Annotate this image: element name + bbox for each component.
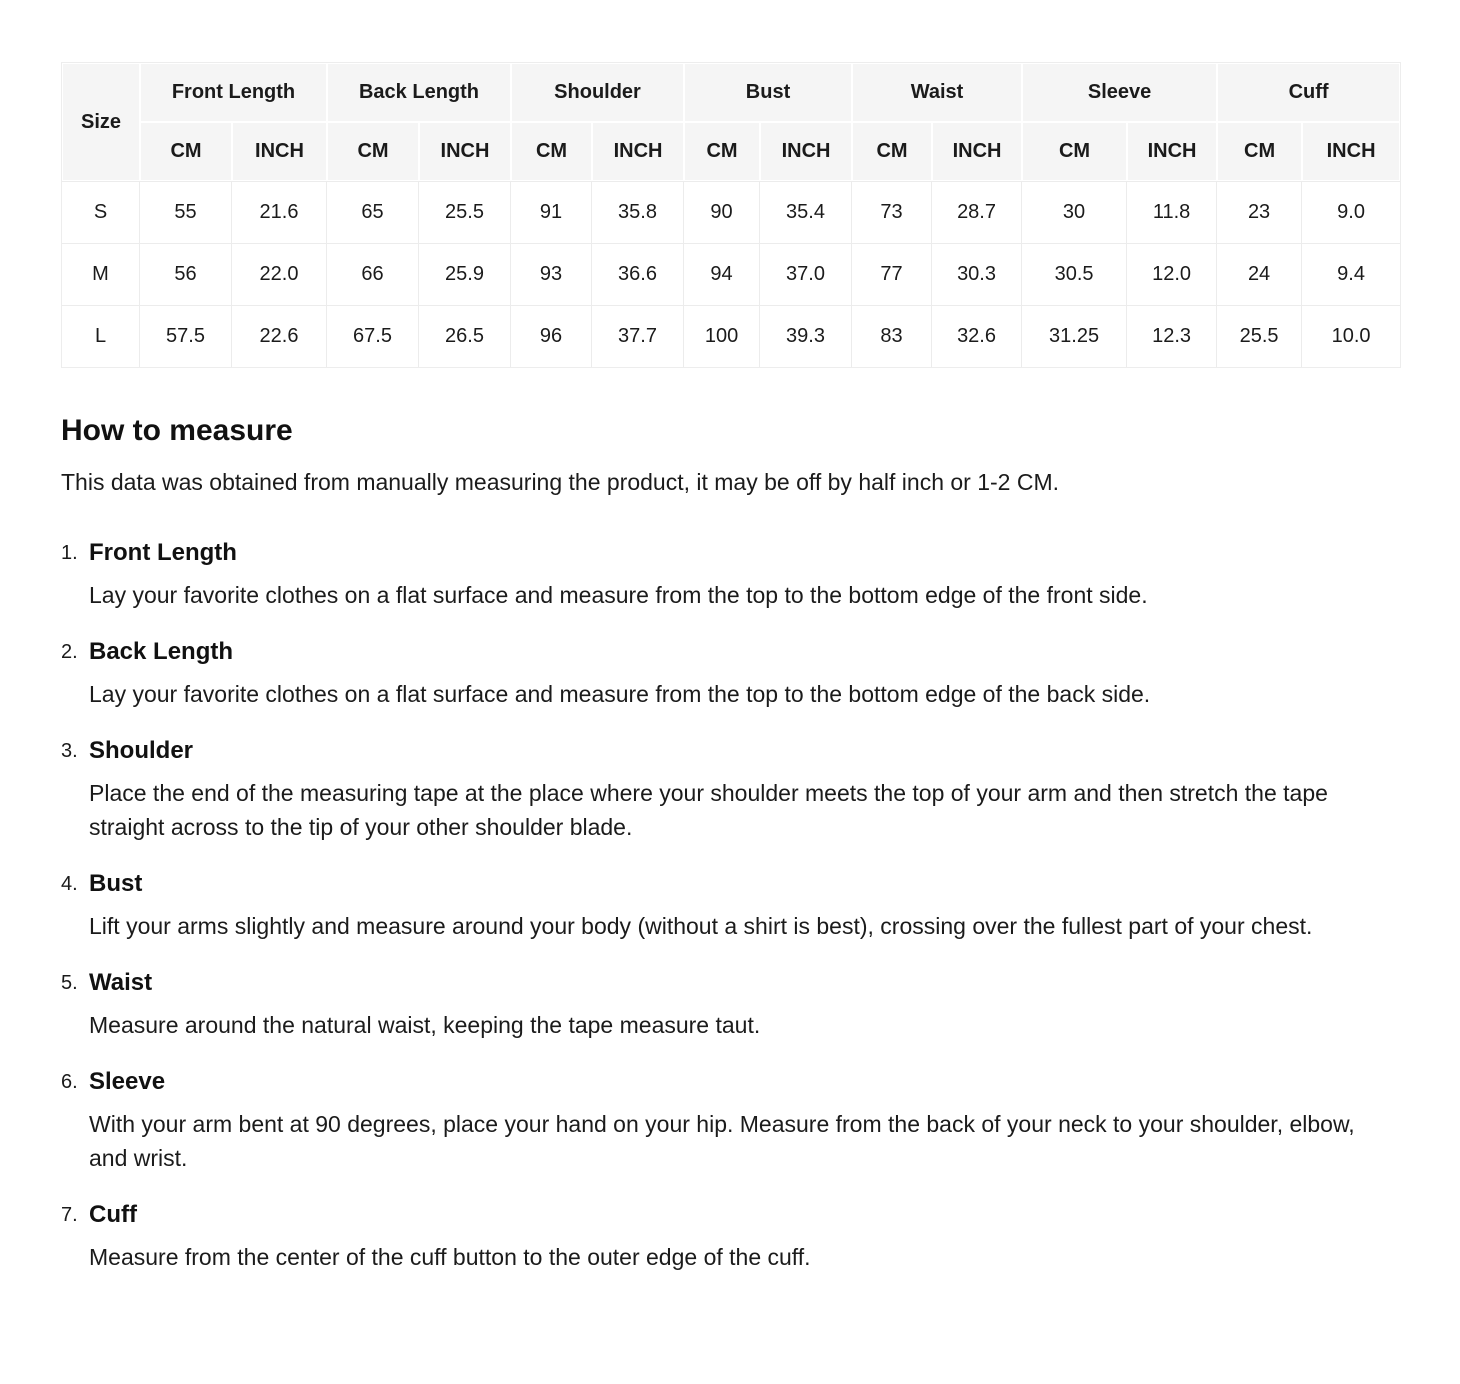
column-header-size: Size	[62, 63, 140, 181]
unit-header-cm: CM	[1217, 122, 1302, 181]
column-header-waist: Waist	[852, 63, 1022, 122]
step-description: Lay your favorite clothes on a flat surface and measure from the top to the bottom edge of the front side.	[89, 582, 1148, 608]
value-cell: 25.5	[419, 181, 511, 243]
step-description: With your arm bent at 90 degrees, place your hand on your hip. Measure from the back of your neck to your shoulder, elbow, and wrist.	[89, 1111, 1355, 1171]
step-number: 7.	[61, 1204, 78, 1226]
step-name: Cuff	[89, 1201, 137, 1228]
value-cell: 9.0	[1302, 181, 1400, 243]
table-row-size-l	[62, 305, 1400, 367]
value-cell: 11.8	[1127, 181, 1217, 243]
value-cell: 37.0	[760, 243, 852, 305]
step-description: Lay your favorite clothes on a flat surface and measure from the top to the bottom edge of the back side.	[89, 681, 1151, 707]
size-guide-page	[61, 0, 1399, 1340]
measure-step-front-length	[61, 539, 1399, 612]
value-cell: 91	[511, 181, 592, 243]
unit-header-cm: CM	[684, 122, 760, 181]
step-number: 5.	[61, 972, 78, 994]
size-label-cell: M	[62, 243, 140, 305]
unit-header-inch: INCH	[419, 122, 511, 181]
column-header-front-length: Front Length	[140, 63, 327, 122]
value-cell: 22.6	[232, 305, 327, 367]
unit-header-cm: CM	[140, 122, 232, 181]
value-cell: 73	[852, 181, 932, 243]
unit-header-inch: INCH	[932, 122, 1022, 181]
column-header-sleeve: Sleeve	[1022, 63, 1217, 122]
unit-header-inch: INCH	[232, 122, 327, 181]
measure-step-back-length	[61, 638, 1399, 711]
unit-header-row	[62, 122, 1400, 181]
measure-step-bust	[61, 870, 1399, 943]
group-header-row	[62, 63, 1400, 122]
measure-step-waist	[61, 969, 1399, 1042]
size-chart-table	[61, 62, 1401, 368]
value-cell: 12.0	[1127, 243, 1217, 305]
step-name: Back Length	[89, 638, 234, 665]
unit-header-cm: CM	[511, 122, 592, 181]
value-cell: 32.6	[932, 305, 1022, 367]
value-cell: 96	[511, 305, 592, 367]
value-cell: 93	[511, 243, 592, 305]
table-row-size-s	[62, 181, 1400, 243]
value-cell: 30.3	[932, 243, 1022, 305]
size-label-cell: S	[62, 181, 140, 243]
step-name: Bust	[89, 870, 143, 897]
value-cell: 26.5	[419, 305, 511, 367]
value-cell: 100	[684, 305, 760, 367]
value-cell: 10.0	[1302, 305, 1400, 367]
unit-header-inch: INCH	[1302, 122, 1400, 181]
value-cell: 24	[1217, 243, 1302, 305]
value-cell: 83	[852, 305, 932, 367]
value-cell: 37.7	[592, 305, 684, 367]
value-cell: 12.3	[1127, 305, 1217, 367]
step-description: Measure around the natural waist, keeping the tape measure taut.	[89, 1012, 761, 1038]
value-cell: 36.6	[592, 243, 684, 305]
step-name: Front Length	[89, 539, 237, 566]
value-cell: 23	[1217, 181, 1302, 243]
unit-header-cm: CM	[1022, 122, 1127, 181]
column-header-shoulder: Shoulder	[511, 63, 684, 122]
value-cell: 30	[1022, 181, 1127, 243]
unit-header-inch: INCH	[592, 122, 684, 181]
column-header-back-length: Back Length	[327, 63, 511, 122]
value-cell: 94	[684, 243, 760, 305]
step-number: 4.	[61, 873, 78, 895]
column-header-cuff: Cuff	[1217, 63, 1400, 122]
step-description: Place the end of the measuring tape at the place where your shoulder meets the top of your arm and then stretch the tape straight across to the tip of your other shoulder blade.	[89, 780, 1328, 840]
value-cell: 55	[140, 181, 232, 243]
value-cell: 35.4	[760, 181, 852, 243]
step-description: Lift your arms slightly and measure around your body (without a shirt is best), crossing over the fullest part of your chest.	[89, 913, 1313, 939]
measure-steps-list	[61, 539, 1399, 1274]
step-name: Shoulder	[89, 737, 194, 764]
value-cell: 21.6	[232, 181, 327, 243]
measure-step-shoulder	[61, 737, 1399, 844]
step-name: Sleeve	[89, 1068, 166, 1095]
value-cell: 9.4	[1302, 243, 1400, 305]
value-cell: 22.0	[232, 243, 327, 305]
unit-header-cm: CM	[852, 122, 932, 181]
unit-header-inch: INCH	[760, 122, 852, 181]
value-cell: 25.5	[1217, 305, 1302, 367]
table-row-size-m	[62, 243, 1400, 305]
step-description: Measure from the center of the cuff button to the outer edge of the cuff.	[89, 1244, 811, 1270]
value-cell: 56	[140, 243, 232, 305]
step-name: Waist	[89, 969, 153, 996]
value-cell: 35.8	[592, 181, 684, 243]
how-to-measure-title: How to measure	[61, 414, 293, 447]
value-cell: 67.5	[327, 305, 419, 367]
value-cell: 57.5	[140, 305, 232, 367]
step-number: 6.	[61, 1071, 78, 1093]
value-cell: 25.9	[419, 243, 511, 305]
value-cell: 77	[852, 243, 932, 305]
value-cell: 31.25	[1022, 305, 1127, 367]
value-cell: 28.7	[932, 181, 1022, 243]
unit-header-cm: CM	[327, 122, 419, 181]
measure-step-sleeve	[61, 1068, 1399, 1175]
column-header-bust: Bust	[684, 63, 852, 122]
value-cell: 30.5	[1022, 243, 1127, 305]
unit-header-inch: INCH	[1127, 122, 1217, 181]
value-cell: 90	[684, 181, 760, 243]
step-number: 1.	[61, 542, 78, 564]
size-label-cell: L	[62, 305, 140, 367]
step-number: 2.	[61, 641, 78, 663]
value-cell: 66	[327, 243, 419, 305]
value-cell: 65	[327, 181, 419, 243]
how-to-measure-intro: This data was obtained from manually measuring the product, it may be off by half inch or 1-2 CM.	[61, 469, 1060, 495]
measure-step-cuff	[61, 1201, 1399, 1274]
value-cell: 39.3	[760, 305, 852, 367]
step-number: 3.	[61, 740, 78, 762]
